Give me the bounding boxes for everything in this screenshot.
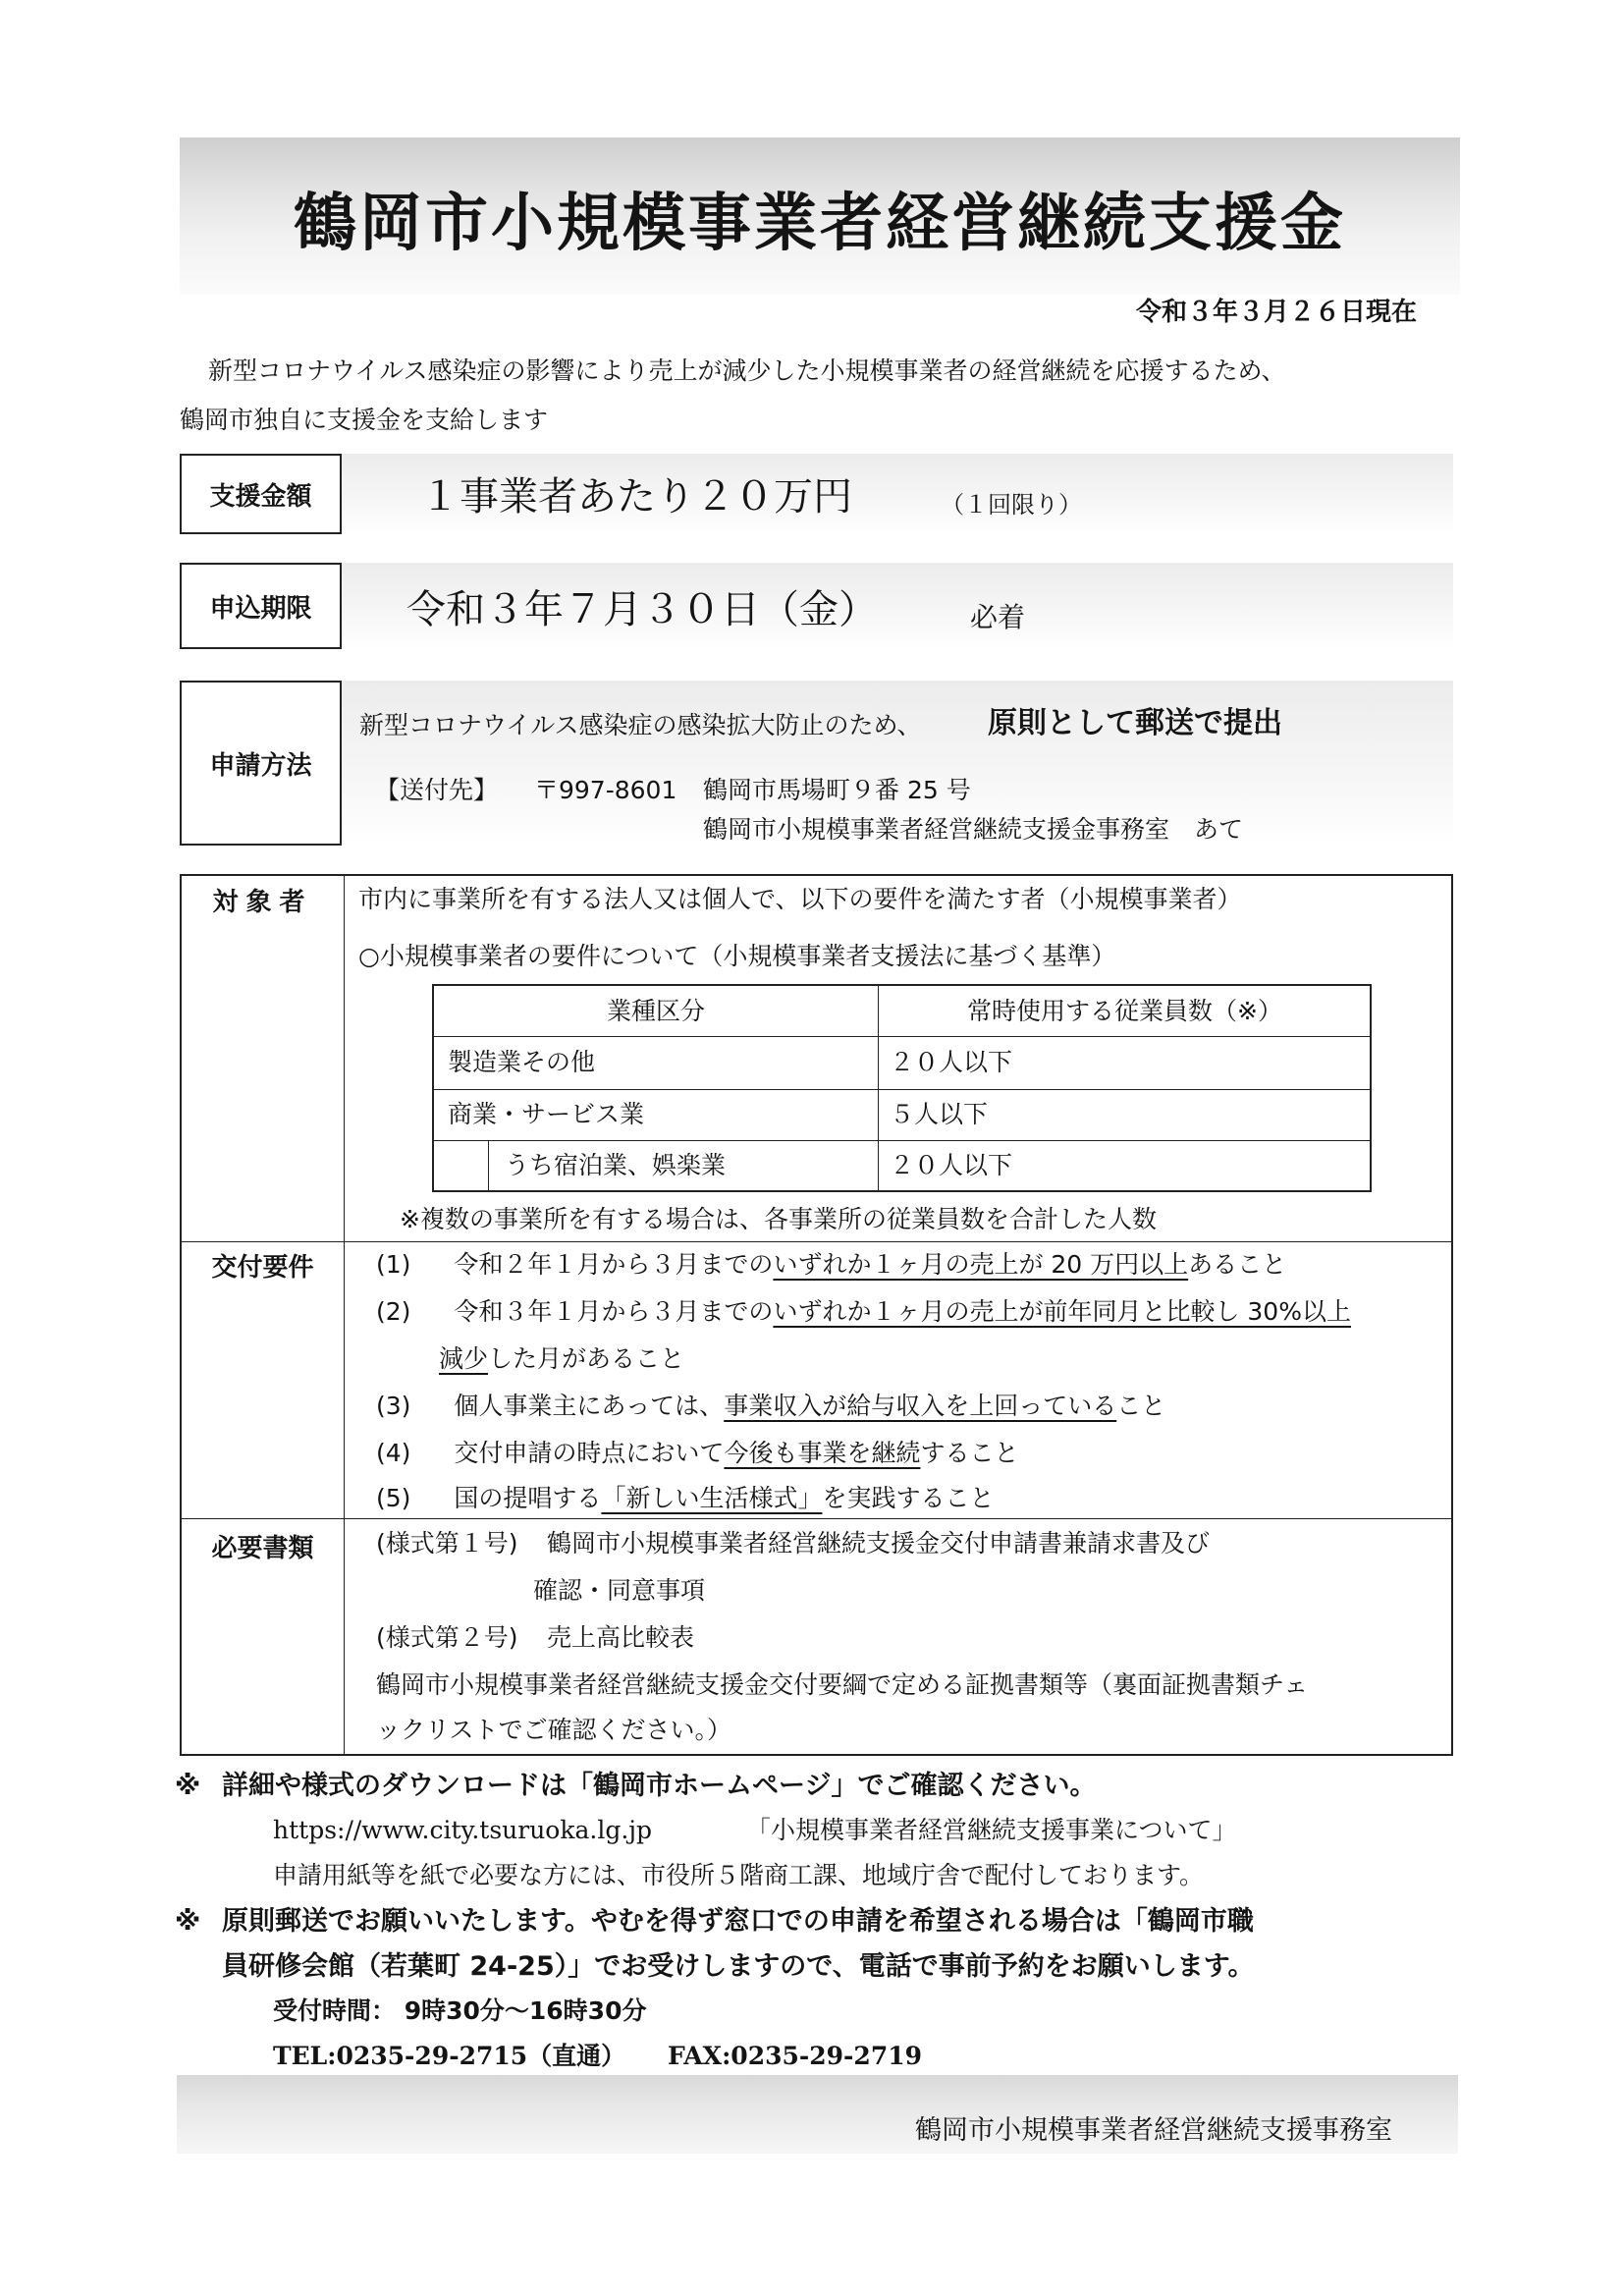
note-mail-line-1: 原則郵送でお願いいたします。やむを得ず窓口での申請を希望される場合は「鶴岡市職 bbox=[222, 1906, 1254, 1937]
condition-4-post: すること bbox=[920, 1439, 1019, 1467]
condition-5-post: を実践すること bbox=[822, 1484, 995, 1512]
condition-5-num: (5) bbox=[376, 1484, 411, 1512]
condition-3-num: (3) bbox=[376, 1392, 411, 1420]
intro-line-2: 鶴岡市独自に支援金を支給します bbox=[180, 406, 549, 434]
amount-value-box bbox=[342, 454, 1453, 534]
evidence-line-2: ックリストでご確認ください。） bbox=[376, 1716, 732, 1744]
homepage-page-name: 「小規模事業者経営継続支援事業について」 bbox=[746, 1816, 1237, 1844]
condition-2-pre: 令和３年１月から３月までの bbox=[454, 1297, 774, 1326]
send-address: 鶴岡市馬場町９番 25 号 bbox=[703, 776, 971, 804]
requirements-heading: ○小規模事業者の要件について（小規模事業者支援法に基づく基準） bbox=[358, 942, 1116, 970]
intro-line-1: 新型コロナウイルス感染症の影響により売上が減少した小規模事業者の経営継続を応援するため、 bbox=[208, 356, 1286, 385]
condition-1-num: (1) bbox=[376, 1250, 411, 1279]
condition-5 bbox=[376, 1479, 994, 1518]
table-row-1-industry: 製造業その他 bbox=[448, 1048, 596, 1076]
phone-number: TEL:0235-29-2715（直通） bbox=[273, 2042, 626, 2070]
condition-4-underlined: 今後も事業を継続 bbox=[724, 1439, 921, 1467]
postal-code: 〒997-8601 bbox=[534, 776, 677, 804]
condition-4-pre: 交付申請の時点において bbox=[454, 1439, 725, 1467]
condition-1 bbox=[376, 1245, 1286, 1285]
note-download: 詳細や様式のダウンロードは「鶴岡市ホームページ」でご確認ください。 bbox=[222, 1771, 1097, 1801]
form1-label: (様式第１号) bbox=[376, 1529, 518, 1558]
target-text: 市内に事業所を有する法人又は個人で、以下の要件を満たす者（小規模事業者） bbox=[358, 885, 1242, 913]
table-header-industry: 業種区分 bbox=[606, 997, 705, 1025]
table-row-1-employees: ２０人以下 bbox=[890, 1048, 1013, 1076]
table-row-3-employees: ２０人以下 bbox=[890, 1151, 1013, 1179]
note-mark-1: ※ bbox=[175, 1771, 201, 1801]
condition-2-cont-post: した月があること bbox=[488, 1344, 685, 1373]
method-text: 新型コロナウイルス感染症の感染拡大防止のため、 bbox=[359, 711, 922, 739]
method-value-box bbox=[342, 681, 1453, 846]
target-label: 対象者 bbox=[212, 888, 313, 917]
footer-office-name: 鶴岡市小規模事業者経営継続支援事務室 bbox=[915, 2115, 1392, 2146]
condition-4 bbox=[376, 1434, 1018, 1473]
deadline-label: 申込期限 bbox=[180, 563, 342, 649]
note-paper: 申請用紙等を紙で必要な方には、市役所５階商工課、地域庁舎で配付しております。 bbox=[273, 1861, 1205, 1889]
form2-label: (様式第２号) bbox=[376, 1623, 518, 1652]
condition-2-underlined: いずれか１ヶ月の売上が前年同月と比較し 30%以上 bbox=[773, 1297, 1351, 1326]
condition-5-underlined: 「新しい生活様式」 bbox=[601, 1484, 823, 1512]
condition-4-num: (4) bbox=[376, 1439, 411, 1467]
condition-2-num: (2) bbox=[376, 1297, 411, 1326]
condition-3 bbox=[376, 1387, 1165, 1426]
evidence-line-1: 鶴岡市小規模事業者経営継続支援金交付要綱で定める証拠書類等（裏面証拠書類チェ bbox=[376, 1670, 1309, 1699]
condition-3-underlined: 事業収入が給与収入を上回っている bbox=[724, 1392, 1117, 1420]
table-header-employees: 常時使用する従業員数（※） bbox=[967, 997, 1282, 1025]
table-row-3-industry: うち宿泊業、娯楽業 bbox=[505, 1151, 727, 1179]
method-label: 申請方法 bbox=[180, 681, 342, 846]
amount-value: １事業者あたり２０万円 bbox=[420, 474, 852, 519]
send-recipient: 鶴岡市小規模事業者経営継続支援金事務室 あて bbox=[703, 815, 1244, 844]
employee-criteria-table bbox=[432, 984, 1372, 1192]
condition-1-pre: 令和２年１月から３月までの bbox=[454, 1250, 774, 1279]
page-title: 鶴岡市小規模事業者経営継続支援金 bbox=[294, 187, 1346, 260]
conditions-label: 交付要件 bbox=[211, 1253, 314, 1283]
condition-5-pre: 国の提唱する bbox=[454, 1484, 602, 1512]
documents-label: 必要書類 bbox=[211, 1534, 314, 1563]
note-mail-line-2: 員研修会館（若葉町 24-25）」でお受けしますので、電話で事前予約をお願いします。 bbox=[222, 1951, 1255, 1982]
condition-3-post: こと bbox=[1116, 1392, 1166, 1420]
homepage-url: https://www.city.tsuruoka.lg.jp bbox=[273, 1816, 653, 1844]
table-row-2-employees: ５人以下 bbox=[890, 1100, 989, 1128]
condition-3-pre: 個人事業主にあっては、 bbox=[454, 1392, 725, 1420]
fax-number: FAX:0235-29-2719 bbox=[668, 2042, 923, 2070]
condition-1-post: あること bbox=[1188, 1250, 1287, 1279]
form2-text: 売上高比較表 bbox=[547, 1623, 695, 1652]
method-emphasis: 原則として郵送で提出 bbox=[988, 706, 1282, 740]
form1-line-1: 鶴岡市小規模事業者経営継続支援金交付申請書兼請求書及び bbox=[547, 1529, 1211, 1558]
send-label: 【送付先】 bbox=[375, 776, 499, 804]
amount-note: （１回限り） bbox=[941, 491, 1082, 519]
condition-2-cont bbox=[439, 1339, 684, 1379]
deadline-value: 令和３年７月３０日（金） bbox=[406, 587, 878, 632]
note-mark-2: ※ bbox=[175, 1906, 201, 1937]
deadline-note: 必着 bbox=[970, 601, 1026, 633]
amount-label: 支援金額 bbox=[180, 454, 342, 534]
condition-2 bbox=[376, 1292, 1351, 1332]
condition-1-underlined: いずれか１ヶ月の売上が 20 万円以上 bbox=[773, 1250, 1189, 1279]
condition-2-cont-underlined: 減少 bbox=[439, 1344, 489, 1373]
as-of-date: 令和３年３月２６日現在 bbox=[1135, 298, 1417, 327]
form1-line-2: 確認・同意事項 bbox=[533, 1576, 706, 1605]
target-footnote: ※複数の事業所を有する場合は、各事業所の従業員数を合計した人数 bbox=[400, 1205, 1157, 1233]
table-row-2-industry: 商業・サービス業 bbox=[448, 1100, 645, 1128]
reception-hours: 受付時間： 9時30分～16時30分 bbox=[273, 1996, 647, 2025]
deadline-value-box bbox=[342, 563, 1453, 649]
